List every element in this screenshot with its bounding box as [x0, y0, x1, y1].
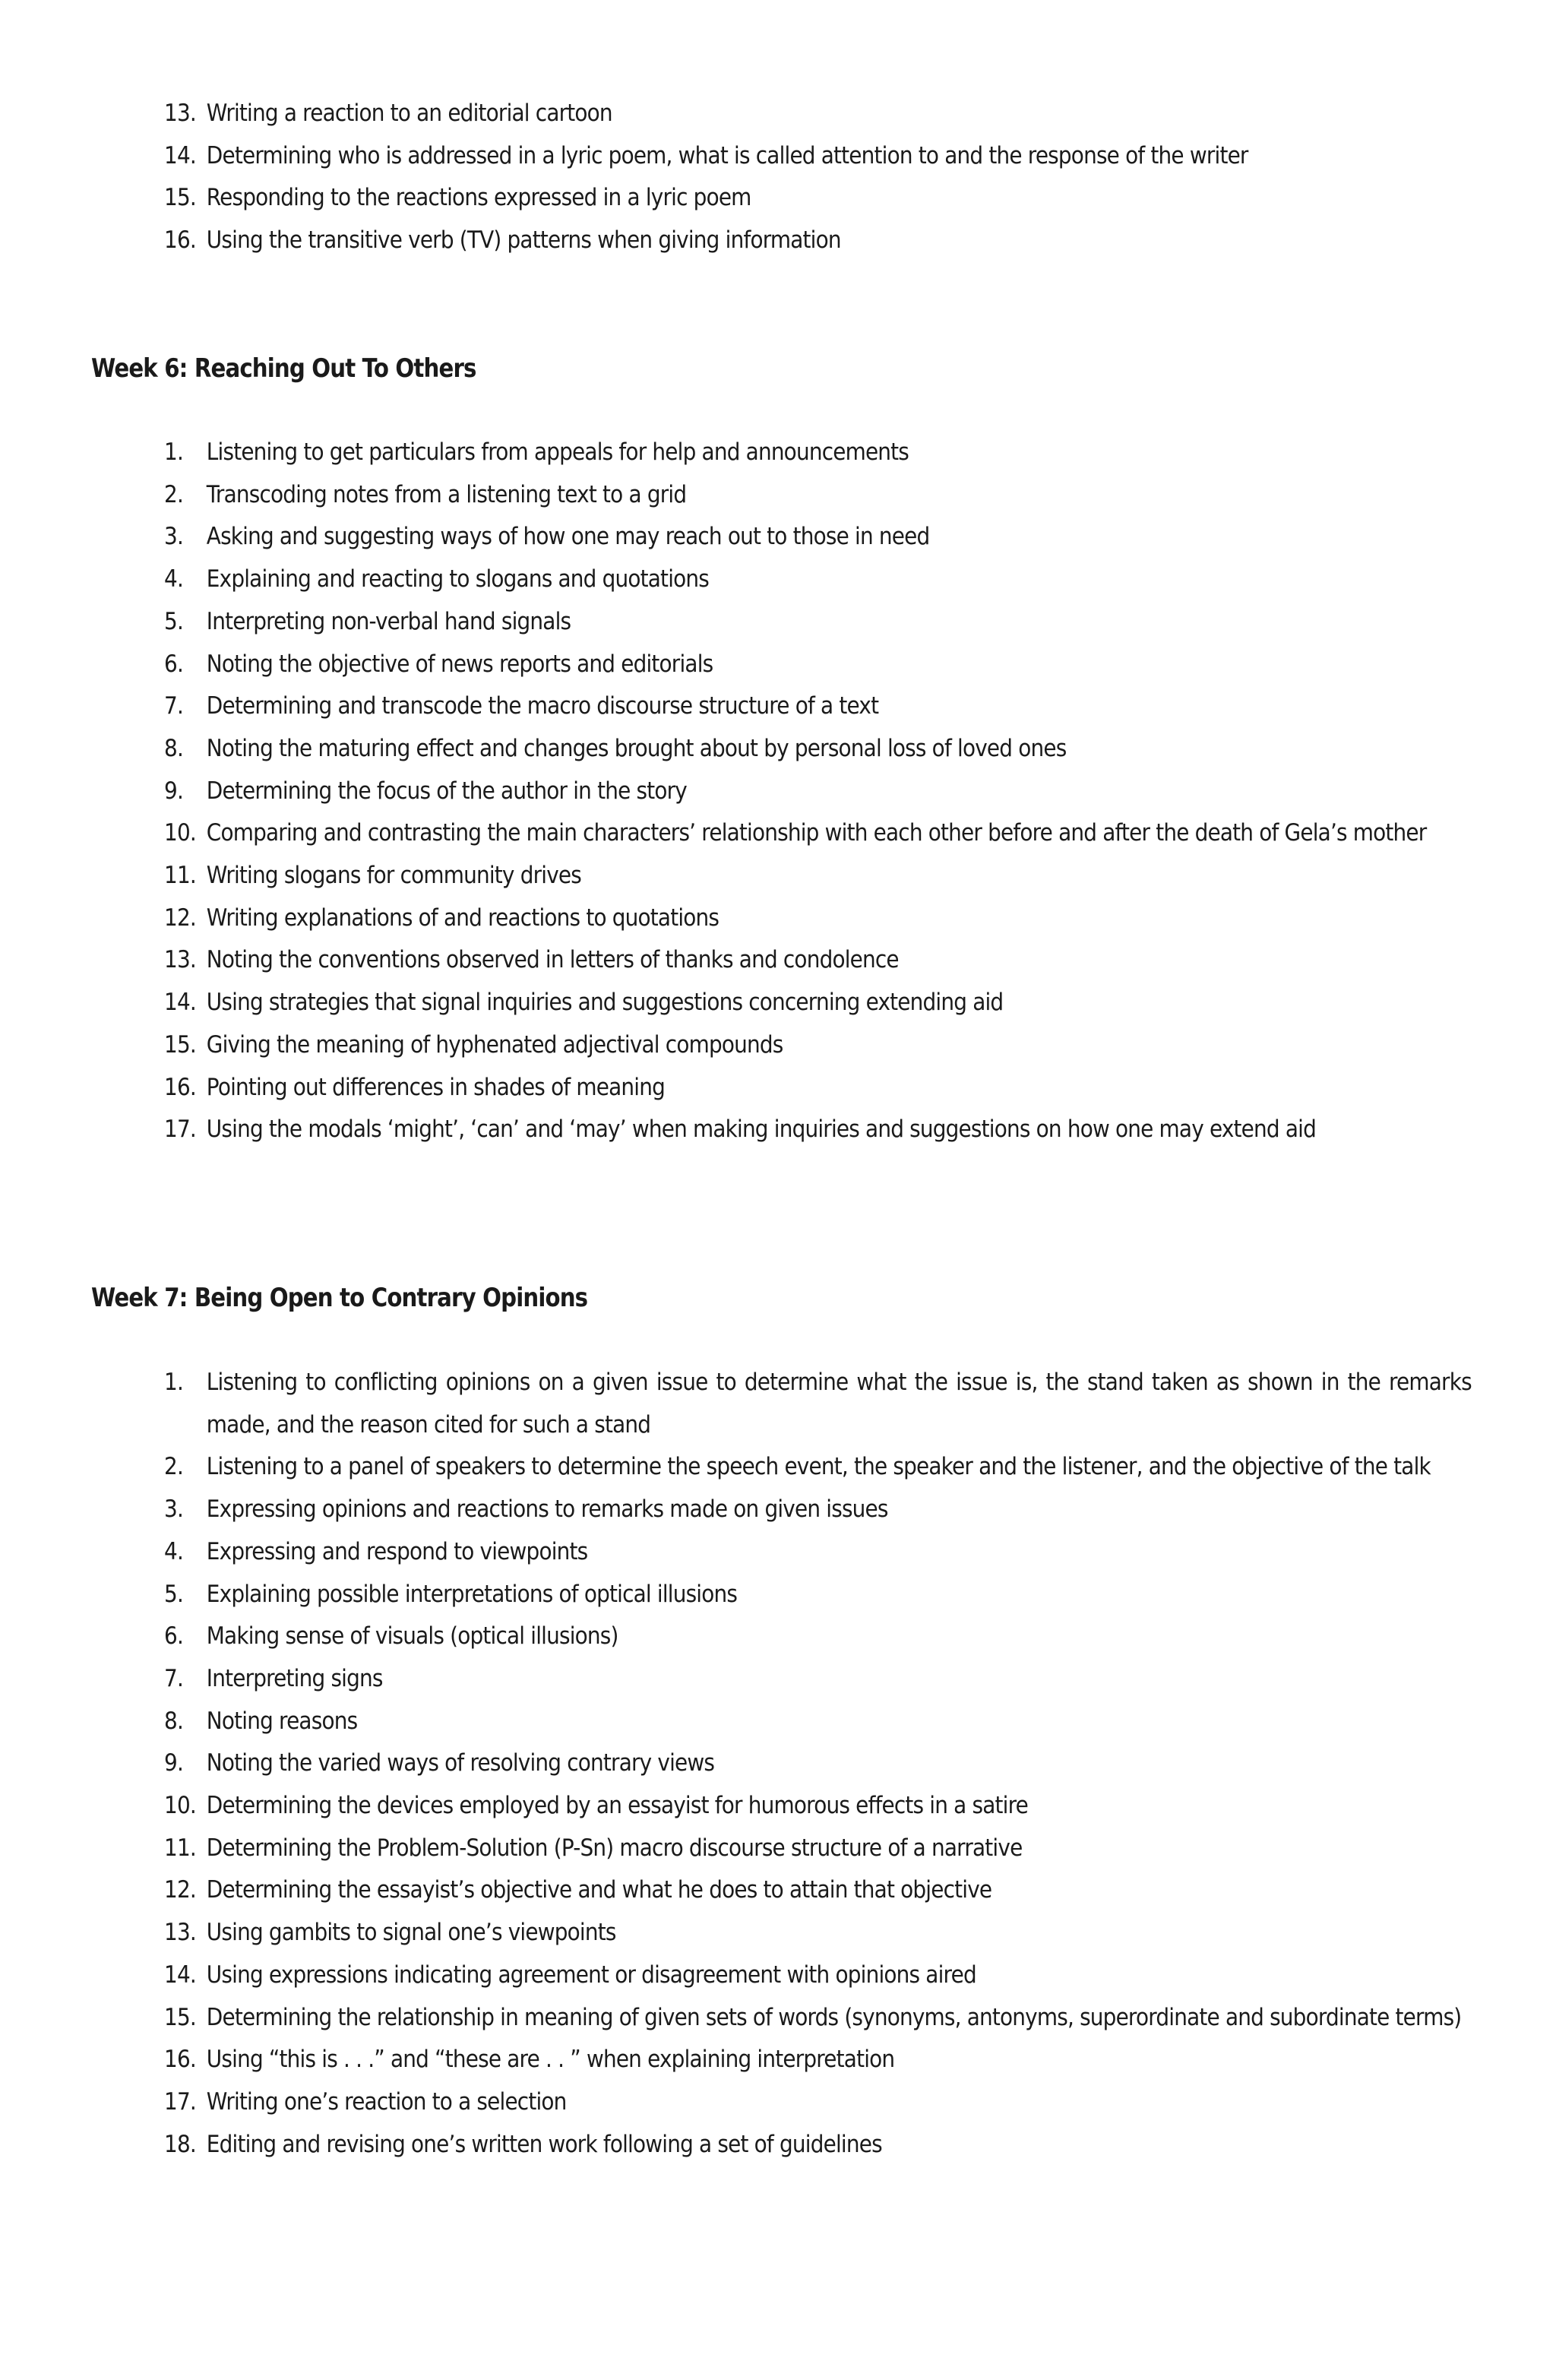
- item-text: Determining and transcode the macro discourse structure of a text: [206, 692, 879, 720]
- list-item: [0, 1997, 1462, 2040]
- item-number: 10.: [164, 1792, 196, 1820]
- list-item: [0, 1742, 1400, 1785]
- list-item: [0, 1024, 1400, 1067]
- item-number: 11.: [164, 1834, 196, 1862]
- item-text: Noting the objective of news reports and editorials: [206, 650, 713, 678]
- item-text: Noting reasons: [206, 1707, 358, 1735]
- item-text: Interpreting non-verbal hand signals: [206, 607, 571, 635]
- item-text: Using “this is . . .” and “these are . . ” when explaining interpretation: [206, 2046, 895, 2074]
- list-item: [0, 1489, 1400, 1531]
- list-item: [0, 1785, 1400, 1828]
- item-number: 16.: [164, 226, 196, 255]
- item-text: Pointing out differences in shades of meaning: [206, 1073, 666, 1101]
- item-text: Giving the meaning of hyphenated adjectival compounds: [206, 1030, 783, 1059]
- list-item: [0, 771, 1400, 813]
- item-text: Using expressions indicating agreement or disagreement with opinions aired: [206, 1961, 976, 1989]
- item-text: Listening to a panel of speakers to determine the speech event, the speaker and the listener, and the objective of the talk: [206, 1453, 1431, 1481]
- item-number: 17.: [164, 1116, 196, 1144]
- item-number: 1.: [164, 438, 184, 466]
- item-text: Writing slogans for community drives: [206, 862, 581, 890]
- list-item: [0, 432, 1400, 474]
- item-number: 16.: [164, 1073, 196, 1101]
- list-item: [0, 135, 1400, 178]
- list-item: [0, 1869, 1400, 1912]
- top-list: [0, 93, 1556, 262]
- item-number: 16.: [164, 2046, 196, 2074]
- list-item: [0, 1658, 1400, 1701]
- item-number: 4.: [164, 565, 184, 593]
- item-number: 6.: [164, 650, 184, 678]
- list-item: [0, 1616, 1400, 1658]
- item-text: Noting the conventions observed in letters of thanks and condolence: [206, 946, 899, 974]
- list-item: [0, 685, 1400, 728]
- list-item: [0, 1531, 1400, 1574]
- item-text: Determining the focus of the author in the story: [206, 777, 687, 805]
- list-item: [0, 1574, 1400, 1616]
- list-item: [0, 559, 1400, 601]
- item-number: 11.: [164, 862, 196, 890]
- item-text: Comparing and contrasting the main characters’ relationship with each other before and after the death of Gela’s mother: [206, 819, 1427, 847]
- item-text: Listening to conflicting opinions on a given issue to determine what the issue is, the stand taken as shown in the remarks made, and the reason cited for such a stand: [206, 1369, 1472, 1438]
- week7-list: [0, 1362, 1556, 2166]
- list-item: [0, 1828, 1400, 1870]
- item-text: Determining the Problem-Solution (P-Sn) macro discourse structure of a narrative: [206, 1834, 1023, 1862]
- list-item: [0, 855, 1400, 897]
- item-text: Transcoding notes from a listening text to a grid: [206, 480, 687, 508]
- item-number: 15.: [164, 2003, 196, 2031]
- item-text: Writing one’s reaction to a selection: [206, 2087, 567, 2116]
- item-text: Asking and suggesting ways of how one may reach out to those in need: [206, 523, 930, 551]
- item-number: 3.: [164, 1495, 184, 1524]
- list-item: [0, 516, 1400, 559]
- item-text: Determining the relationship in meaning of given sets of words (synonyms, antonyms, superordinate and subordinate terms): [206, 2003, 1462, 2031]
- item-number: 17.: [164, 2087, 196, 2116]
- item-number: 13.: [164, 100, 196, 127]
- list-item: [0, 644, 1400, 686]
- list-item: [0, 474, 1400, 517]
- list-item: [0, 2081, 1400, 2124]
- item-number: 3.: [164, 523, 184, 551]
- item-text: Interpreting signs: [206, 1664, 383, 1692]
- list-item: [0, 1912, 1400, 1954]
- item-number: 13.: [164, 1919, 196, 1947]
- item-number: 2.: [164, 1453, 184, 1481]
- list-item: [0, 897, 1400, 940]
- item-number: 15.: [164, 184, 196, 212]
- item-text: Writing explanations of and reactions to quotations: [206, 904, 719, 932]
- item-text: Explaining possible interpretations of optical illusions: [206, 1580, 738, 1608]
- list-item: [0, 1954, 1400, 1997]
- item-text: Expressing and respond to viewpoints: [206, 1537, 588, 1565]
- item-number: 7.: [164, 692, 184, 720]
- list-item: [0, 601, 1400, 644]
- list-item: [0, 220, 1400, 262]
- list-item: [0, 1067, 1400, 1109]
- week6-list: [0, 432, 1556, 1151]
- item-text: Using the modals ‘might’, ‘can’ and ‘may’ when making inquiries and suggestions on how one may extend aid: [206, 1116, 1316, 1144]
- item-number: 8.: [164, 1707, 184, 1735]
- item-text: Expressing opinions and reactions to remarks made on given issues: [206, 1495, 888, 1524]
- list-item: [0, 1701, 1400, 1743]
- list-item: [0, 177, 1400, 220]
- item-number: 14.: [164, 1961, 196, 1989]
- list-item: [0, 812, 1427, 855]
- item-text: Listening to get particulars from appeals for help and announcements: [206, 438, 909, 466]
- item-text: Noting the varied ways of resolving contrary views: [206, 1749, 715, 1777]
- item-number: 5.: [164, 607, 184, 635]
- item-number: 9.: [164, 1749, 184, 1777]
- item-text: Noting the maturing effect and changes brought about by personal loss of loved ones: [206, 734, 1067, 762]
- item-number: 14.: [164, 989, 196, 1017]
- item-text: Responding to the reactions expressed in a lyric poem: [206, 184, 751, 212]
- list-item: [0, 939, 1400, 982]
- list-item: [0, 2039, 1400, 2081]
- item-number: 5.: [164, 1580, 184, 1608]
- item-number: 9.: [164, 777, 184, 805]
- item-text: Using the transitive verb (TV) patterns when giving information: [206, 226, 841, 255]
- item-number: 15.: [164, 1030, 196, 1059]
- list-item: [0, 1362, 1472, 1446]
- item-number: 8.: [164, 734, 184, 762]
- list-item: [0, 1446, 1431, 1489]
- item-text: Editing and revising one’s written work following a set of guidelines: [206, 2130, 882, 2158]
- item-number: 1.: [164, 1369, 184, 1396]
- item-number: 7.: [164, 1664, 184, 1692]
- item-number: 6.: [164, 1622, 184, 1650]
- item-text: Using strategies that signal inquiries and suggestions concerning extending aid: [206, 989, 1004, 1017]
- item-number: 14.: [164, 141, 196, 169]
- list-item: [0, 982, 1400, 1024]
- item-text: Making sense of visuals (optical illusions): [206, 1622, 618, 1650]
- item-number: 13.: [164, 946, 196, 974]
- item-number: 10.: [164, 819, 196, 847]
- list-item: [0, 1109, 1400, 1151]
- item-number: 4.: [164, 1537, 184, 1565]
- week6-heading: Week 6: Reaching Out To Others: [91, 353, 476, 384]
- item-text: Writing a reaction to an editorial cartoon: [206, 100, 612, 127]
- item-text: Determining who is addressed in a lyric poem, what is called attention to and the response of the writer: [206, 141, 1248, 169]
- list-item: [0, 728, 1400, 771]
- item-text: Determining the essayist’s objective and what he does to attain that objective: [206, 1876, 992, 1904]
- item-text: Using gambits to signal one’s viewpoints: [206, 1919, 616, 1947]
- item-number: 18.: [164, 2130, 196, 2158]
- item-number: 2.: [164, 480, 184, 508]
- list-item: [0, 93, 1400, 135]
- list-item: [0, 2124, 1400, 2166]
- item-number: 12.: [164, 1876, 196, 1904]
- item-number: 12.: [164, 904, 196, 932]
- week7-heading: Week 7: Being Open to Contrary Opinions: [91, 1283, 588, 1313]
- item-text: Explaining and reacting to slogans and quotations: [206, 565, 709, 593]
- item-text: Determining the devices employed by an essayist for humorous effects in a satire: [206, 1792, 1029, 1820]
